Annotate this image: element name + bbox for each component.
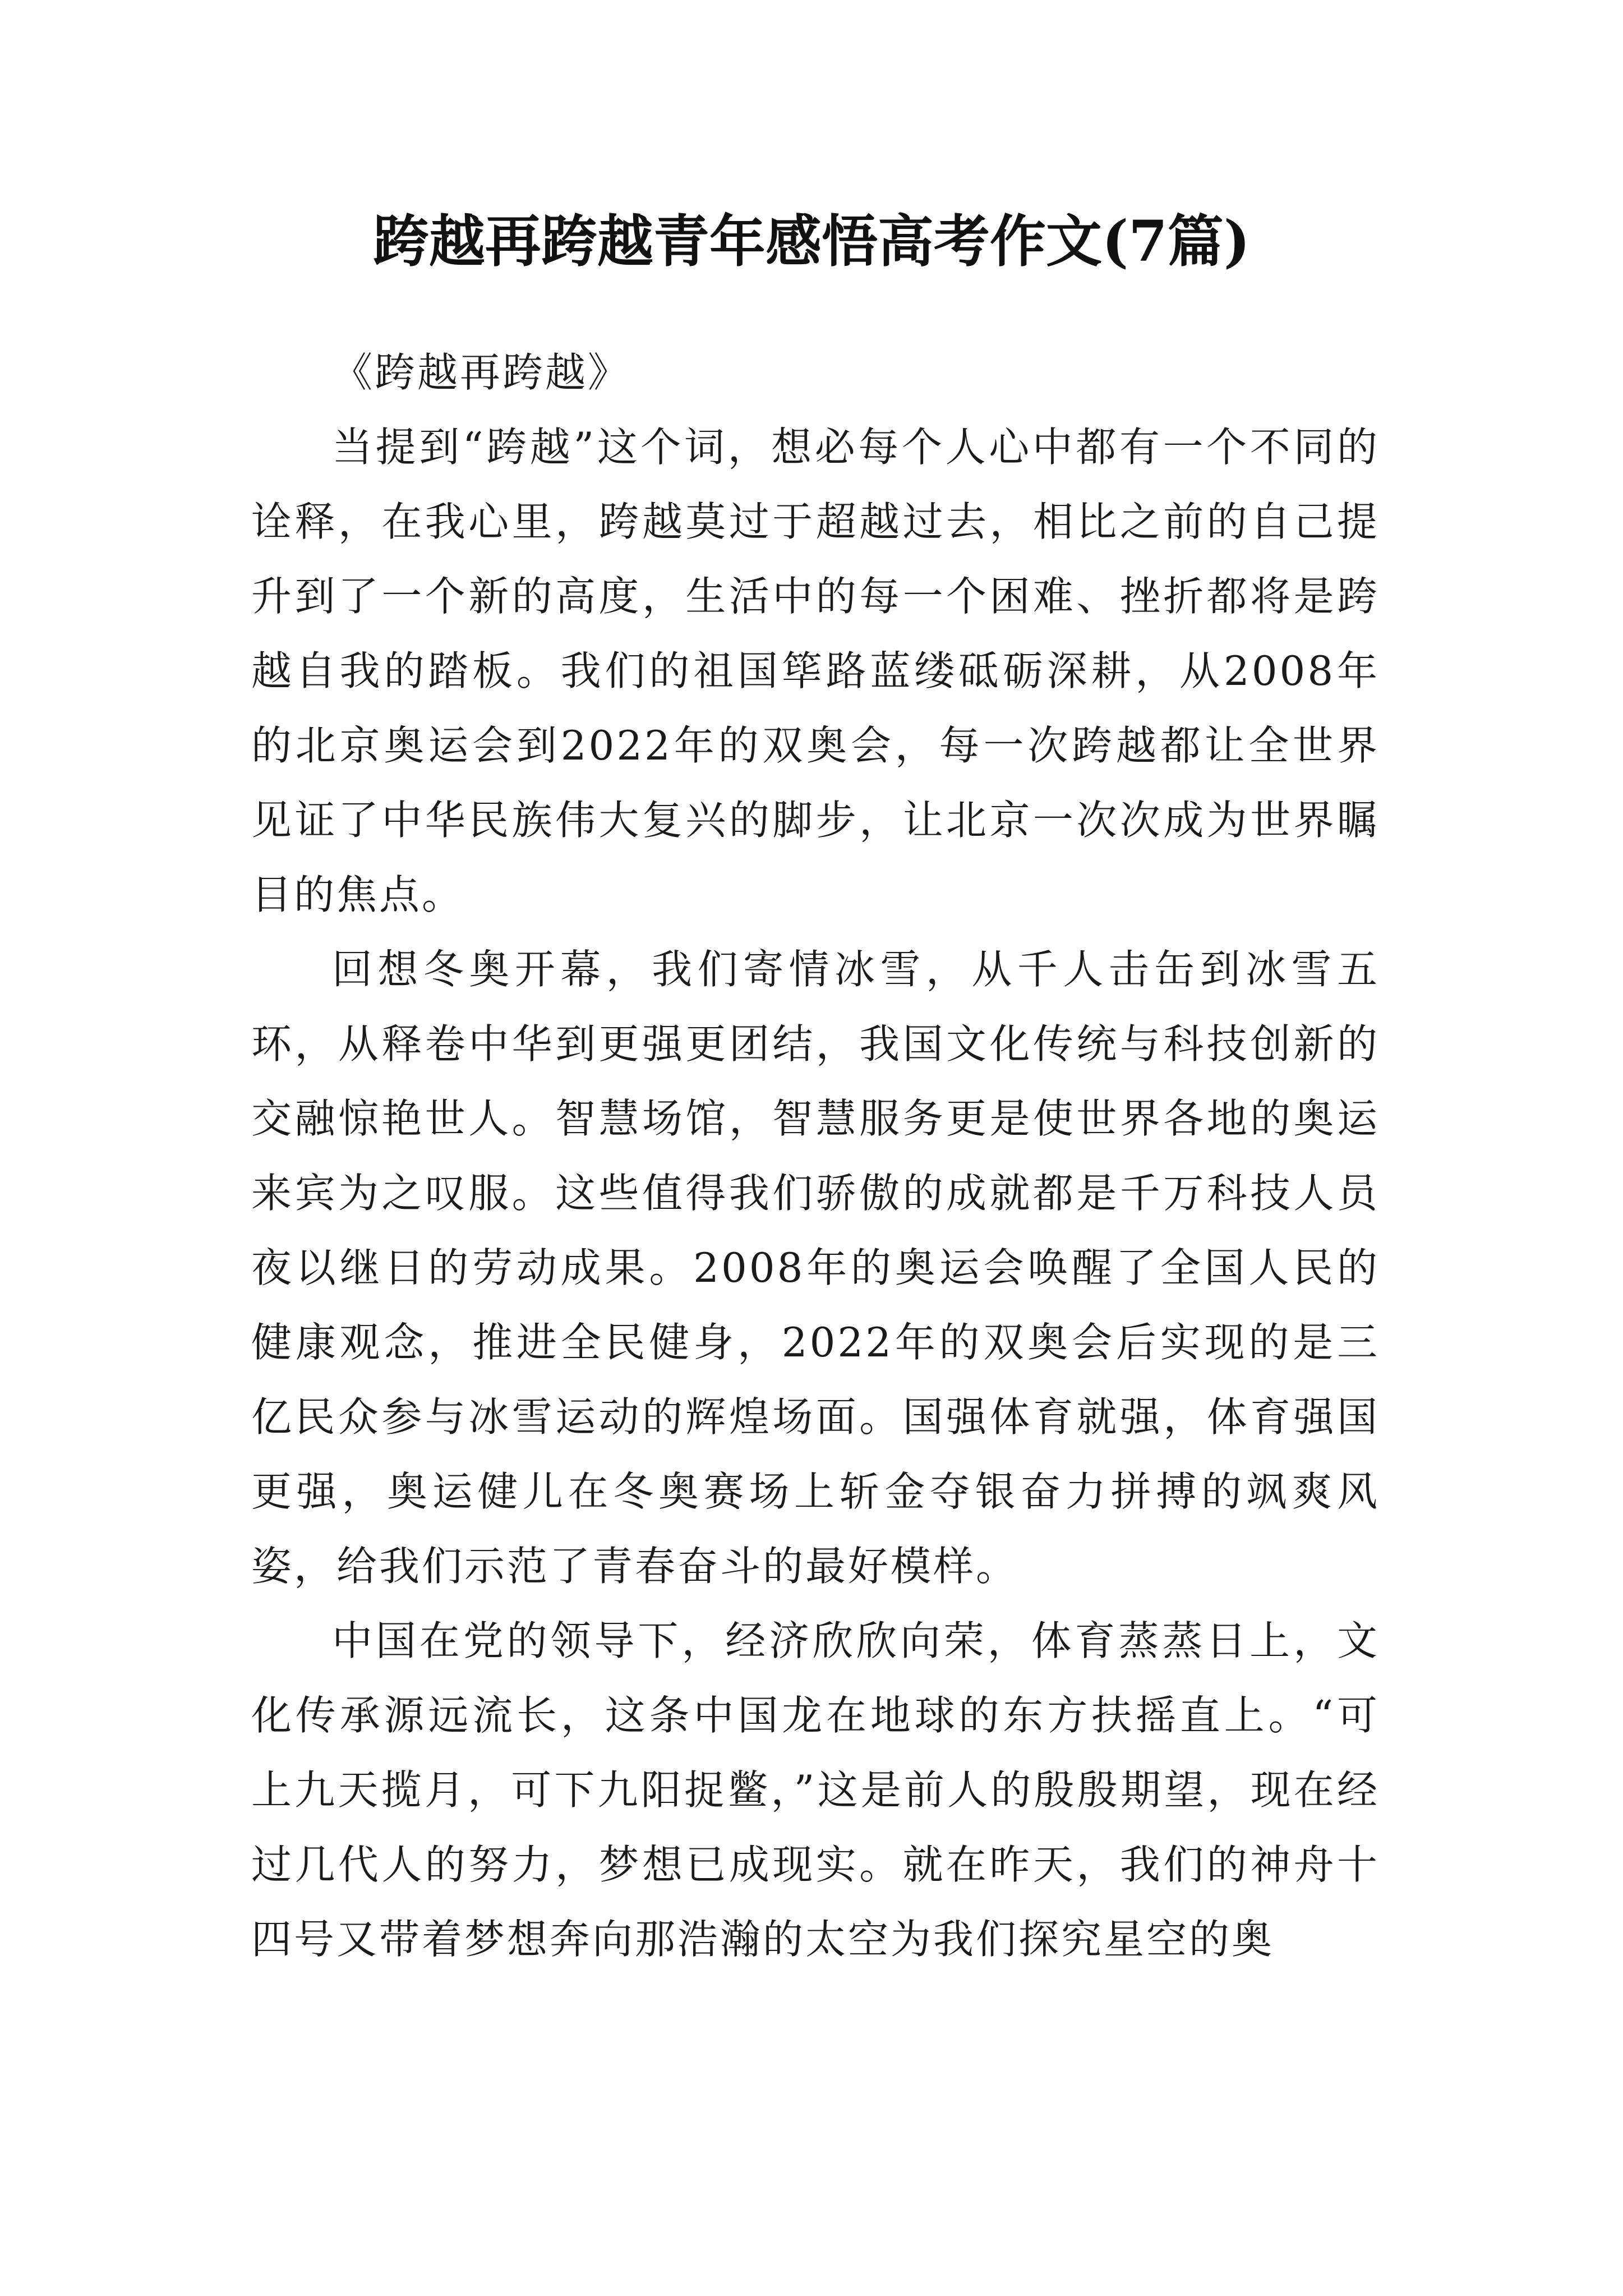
document-body	[251, 335, 1380, 1977]
paragraph-1: 当提到“跨越”这个词，想必每个人心中都有一个不同的诠释，在我心里，跨越莫过于超越过去，相比之前的自己提升到了一个新的高度，生活中的每一个困难、挫折都将是跨越自我的踏板。我们的祖国筚路蓝缕砥砺深耕，从2008年的北京奥运会到2022年的双奥会，每一次跨越都让全世界见证了中华民族伟大复兴的脚步，让北京一次次成为世界瞩目的焦点。	[251, 424, 1380, 918]
document-title: 跨越再跨越青年感悟高考作文(7篇)	[372, 208, 1251, 274]
essay-subtitle: 《跨越再跨越》	[332, 349, 631, 396]
paragraph-3: 中国在党的领导下，经济欣欣向荣，体育蒸蒸日上，文化传承源远流长，这条中国龙在地球的东方扶摇直上。“可上九天揽月，可下九阳捉鳖，”这是前人的殷殷期望，现在经过几代人的努力，梦想已成现实。就在昨天，我们的神舟十四号又带着梦想奔向那浩瀚的太空为我们探究星空的奥	[251, 1617, 1380, 1963]
paragraph-2: 回想冬奥开幕，我们寄情冰雪，从千人击缶到冰雪五环，从释卷中华到更强更团结，我国文化传统与科技创新的交融惊艳世人。智慧场馆，智慧服务更是使世界各地的奥运来宾为之叹服。这些值得我们骄傲的成就都是千万科技人员夜以继日的劳动成果。2008年的奥运会唤醒了全国人民的健康观念，推进全民健身，2022年的双奥会后实现的是三亿民众参与冰雪运动的辉煌场面。国强体育就强，体育强国更强，奥运健儿在冬奥赛场上斩金夺银奋力拼搏的飒爽风姿，给我们示范了青春奋斗的最好模样。	[251, 946, 1380, 1590]
